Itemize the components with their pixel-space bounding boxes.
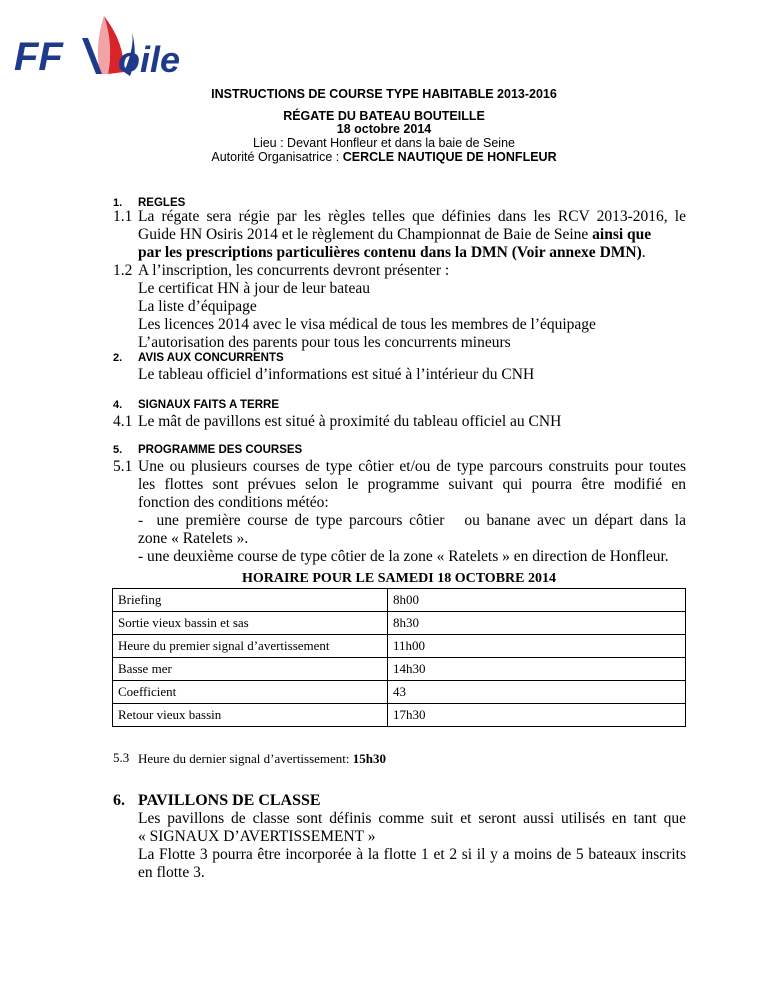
- section-title-pavillons: PAVILLONS DE CLASSE: [138, 792, 321, 809]
- paragraph-6: Les pavillons de classe sont définis comme suit et seront aussi utilisés en tant que « SIGNAUX D’AVERTISSEMENT » La Flotte 3 pourra être incorporée à la flotte 1 et 2 si il y a moins de 5 bateaux inscrits en flotte 3.: [138, 810, 686, 881]
- paragraph-2: Le tableau officiel d’informations est situé à l’intérieur du CNH: [138, 366, 535, 383]
- table-row: [113, 589, 686, 612]
- section-number: 5.: [113, 444, 123, 456]
- paragraph-5-3: Heure du dernier signal d’avertissement: 15h30: [138, 751, 387, 766]
- table-row: [113, 612, 686, 635]
- schedule-time: 8h30: [388, 612, 686, 635]
- svg-text:oile: oile: [118, 39, 181, 80]
- schedule-title: HORAIRE POUR LE SAMEDI 18 OCTOBRE 2014: [241, 571, 556, 586]
- schedule-label: Briefing: [113, 589, 388, 612]
- schedule-label: Basse mer: [113, 658, 388, 681]
- paragraph-number: 5.1: [113, 458, 133, 475]
- ffvoile-logo: [12, 14, 212, 86]
- organizing-authority: Autorité Organisatrice : CERCLE NAUTIQUE DE HONFLEUR: [211, 150, 557, 164]
- section-number: 4.: [113, 399, 123, 411]
- schedule-time: 14h30: [388, 658, 686, 681]
- paragraph-1-2: A l’inscription, les concurrents devront présenter : Le certificat HN à jour de leur bateau La liste d’équipage Les licences 2014 avec le visa médical de tous les membres de l’équipage L’autorisation des parents pour tous les concurrents mineurs: [138, 262, 596, 351]
- schedule-label: Heure du premier signal d’avertissement: [113, 635, 388, 658]
- svg-text:FF: FF: [14, 35, 63, 79]
- table-row: [113, 704, 686, 727]
- paragraph-4-1: Le mât de pavillons est situé à proximité du tableau officiel au CNH: [138, 413, 562, 430]
- schedule-time: 8h00: [388, 589, 686, 612]
- document-title: INSTRUCTIONS DE COURSE TYPE HABITABLE 2013-2016: [211, 87, 557, 101]
- event-location: Lieu : Devant Honfleur et dans la baie de Seine: [253, 136, 515, 150]
- section-title-avis: AVIS AUX CONCURRENTS: [138, 352, 284, 364]
- section-number: 1.: [113, 197, 123, 209]
- schedule-time: 43: [388, 681, 686, 704]
- schedule-label: Sortie vieux bassin et sas: [113, 612, 388, 635]
- table-row: [113, 658, 686, 681]
- table-row: [113, 635, 686, 658]
- section-title-regles: REGLES: [138, 197, 186, 209]
- schedule-time: 11h00: [388, 635, 686, 658]
- section-number: 2.: [113, 352, 123, 364]
- event-title: RÉGATE DU BATEAU BOUTEILLE: [283, 109, 485, 123]
- paragraph-number: 1.2: [113, 262, 133, 279]
- section-title-signaux: SIGNAUX FAITS A TERRE: [138, 399, 279, 411]
- sail-logo-icon: [12, 14, 212, 86]
- schedule-table: [112, 588, 686, 727]
- table-row: [113, 681, 686, 704]
- event-date: 18 octobre 2014: [336, 122, 432, 136]
- schedule-label: Coefficient: [113, 681, 388, 704]
- section-number: 6.: [113, 792, 125, 809]
- paragraph-1-1: La régate sera régie par les règles telles que définies dans les RCV 2013-2016, le Guide HN Osiris 2014 et le règlement du Championnat de Baie de Seine ainsi que par les prescriptions particulières contenu dans la DMN (Voir annexe DMN).: [138, 208, 686, 261]
- schedule-time: 17h30: [388, 704, 686, 727]
- section-title-programme: PROGRAMME DES COURSES: [138, 444, 303, 456]
- paragraph-5-1: Une ou plusieurs courses de type côtier et/ou de type parcours construits pour toutes les flottes sont prévues selon le programme suivant qui pourra être modifié en fonction des conditions météo: - une première course de type parcours côtier ou banane avec un départ dans la zone « Ratelets ». - une deuxième course de type côtier de la zone « Ratelets » en direction de Honfleur.: [138, 458, 686, 565]
- paragraph-number: 5.3: [113, 750, 130, 765]
- paragraph-number: 1.1: [113, 208, 133, 225]
- paragraph-number: 4.1: [113, 413, 133, 430]
- schedule-label: Retour vieux bassin: [113, 704, 388, 727]
